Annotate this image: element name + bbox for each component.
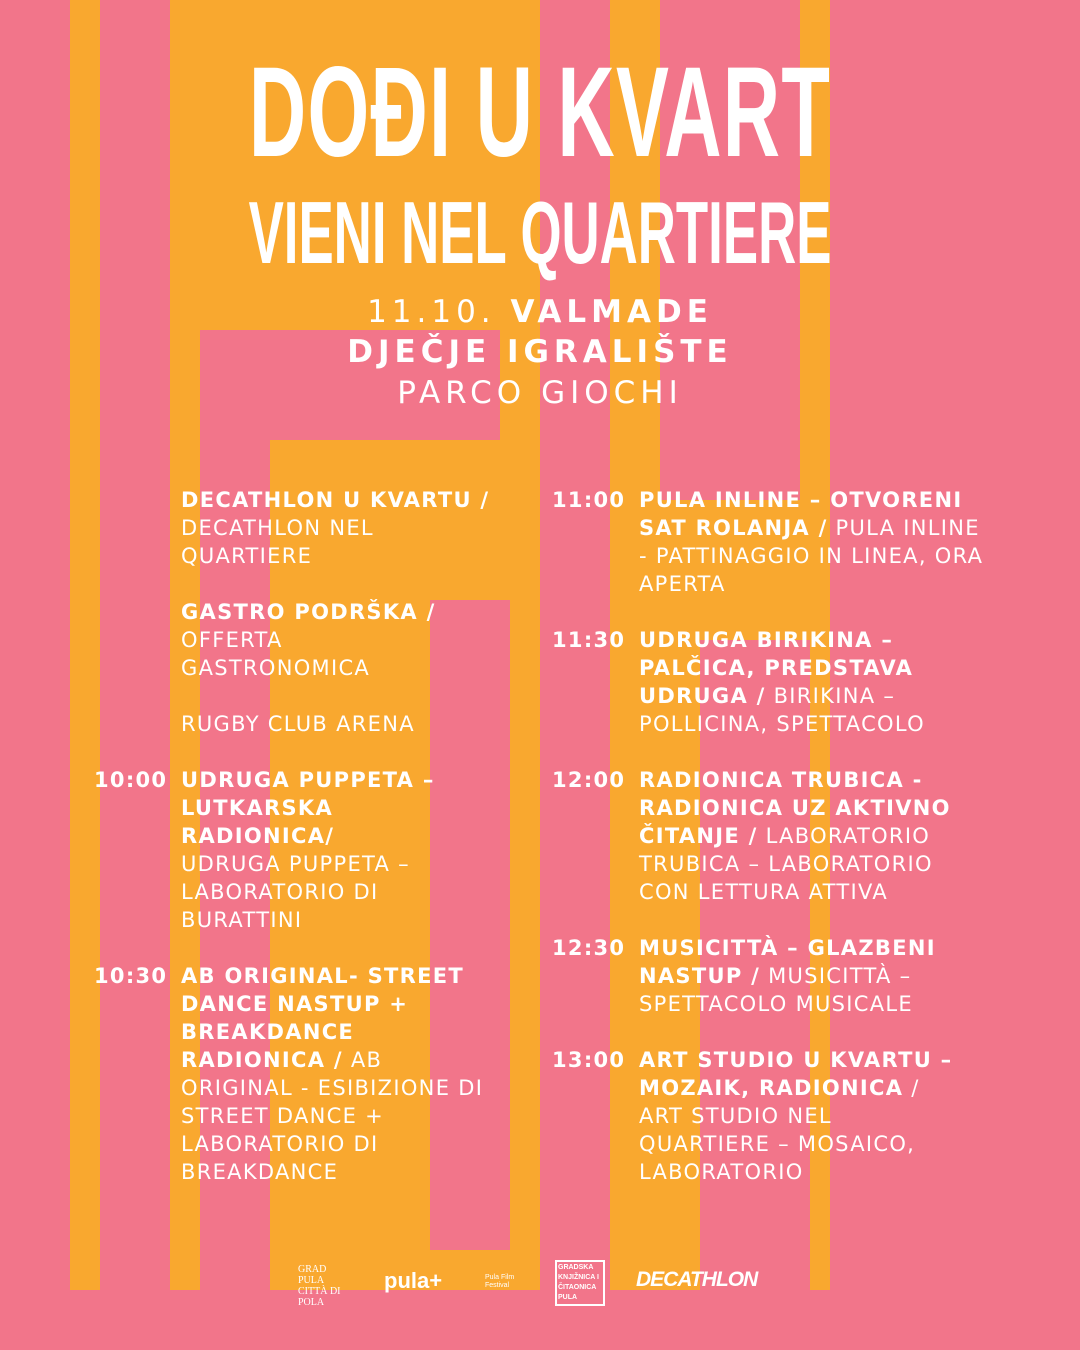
time: 12:00	[552, 768, 626, 792]
schedule-item	[94, 486, 511, 570]
schedule-item	[94, 962, 511, 1186]
title-it: AB ORIGINAL - ESIBIZIONE DI STREET DANCE + LABORATORIO DI BREAKDANCE	[181, 1048, 484, 1184]
schedule-item	[552, 766, 989, 906]
title-hr: AB ORIGINAL- STREET DANCE NASTUP + BREAKDANCE RADIONICA /	[181, 964, 465, 1072]
title-it: LABORATORIO TRUBICA – LABORATORIO CON LETTURA ATTIVA	[639, 824, 933, 904]
time	[94, 598, 181, 682]
time: 11:30	[552, 628, 626, 652]
title-hr: GASTRO PODRŠKA /	[181, 600, 436, 624]
grad-pula-logo: GRAD PULA CITTÀ DI POLA	[298, 1264, 341, 1308]
library-logo: GRADSKA KNJIŽNICA I ČITAONICA PULA	[555, 1260, 605, 1306]
date-line	[0, 292, 1080, 332]
time: 11:00	[552, 488, 626, 512]
title-hr: PULA INLINE – OTVORENI SAT ROLANJA /	[639, 488, 963, 540]
time: 13:00	[552, 1048, 626, 1072]
title-hr: RADIONICA TRUBICA - RADIONICA UZ AKTIVNO ČITANJE /	[639, 768, 951, 848]
time	[94, 710, 181, 738]
place: VALMADE	[510, 294, 713, 330]
sponsor-logos	[0, 1260, 1080, 1310]
title-hr: MUSICITTÀ – GLAZBENI NASTUP /	[639, 936, 936, 988]
decathlon-logo: DECATHLON	[636, 1268, 758, 1291]
schedule-item	[94, 710, 511, 738]
schedule-item	[552, 626, 989, 738]
title-it: MUSICITTÀ – SPETTACOLO MUSICALE	[639, 964, 913, 1016]
film-festival-logo: Pula Film Festival	[485, 1274, 515, 1289]
title-hr: ART STUDIO U KVARTU – MOZAIK, RADIONICA	[639, 1048, 953, 1100]
time	[94, 486, 181, 570]
venue-hr: DJEČJE IGRALIŠTE	[347, 334, 733, 370]
page-title: DOĐI U KVART	[248, 41, 832, 184]
title-it: DECATHLON NEL QUARTIERE	[181, 516, 374, 568]
title-it: BIRIKINA – POLLICINA, SPETTACOLO	[639, 684, 925, 736]
page-subtitle: VIENI NEL QUARTIERE	[248, 183, 832, 282]
schedule-item	[552, 486, 989, 598]
title-it: RUGBY CLUB ARENA	[181, 712, 415, 736]
bg-shape	[0, 0, 70, 1350]
title-it: UDRUGA PUPPETA – LABORATORIO DI BURATTINI	[181, 852, 410, 932]
title-it: OFFERTA GASTRONOMICA	[181, 628, 371, 680]
schedule-item	[94, 766, 511, 934]
title-it: PULA INLINE - PATTINAGGIO IN LINEA, ORA APERTA	[639, 516, 984, 596]
title-it: / ART STUDIO NEL QUARTIERE – MOSAICO, LABORATORIO	[639, 1076, 920, 1184]
pula-plus-logo: pula+	[384, 1268, 443, 1293]
title-hr: DECATHLON U KVARTU /	[181, 488, 490, 512]
time: 12:30	[552, 936, 626, 960]
schedule-item	[552, 1046, 989, 1186]
date: 11.10.	[367, 294, 496, 330]
time: 10:00	[94, 768, 168, 792]
schedule-item	[94, 598, 511, 682]
schedule-right	[552, 486, 989, 1214]
title-hr: UDRUGA PUPPETA – LUTKARSKA RADIONICA/	[181, 768, 435, 848]
venue-it: PARCO GIOCHI	[397, 375, 683, 411]
schedule-item	[552, 934, 989, 1018]
time: 10:30	[94, 964, 168, 988]
schedule-left	[94, 486, 511, 1214]
title-hr: UDRUGA BIRIKINA – PALČICA, PREDSTAVA UDRUGA /	[639, 628, 914, 708]
